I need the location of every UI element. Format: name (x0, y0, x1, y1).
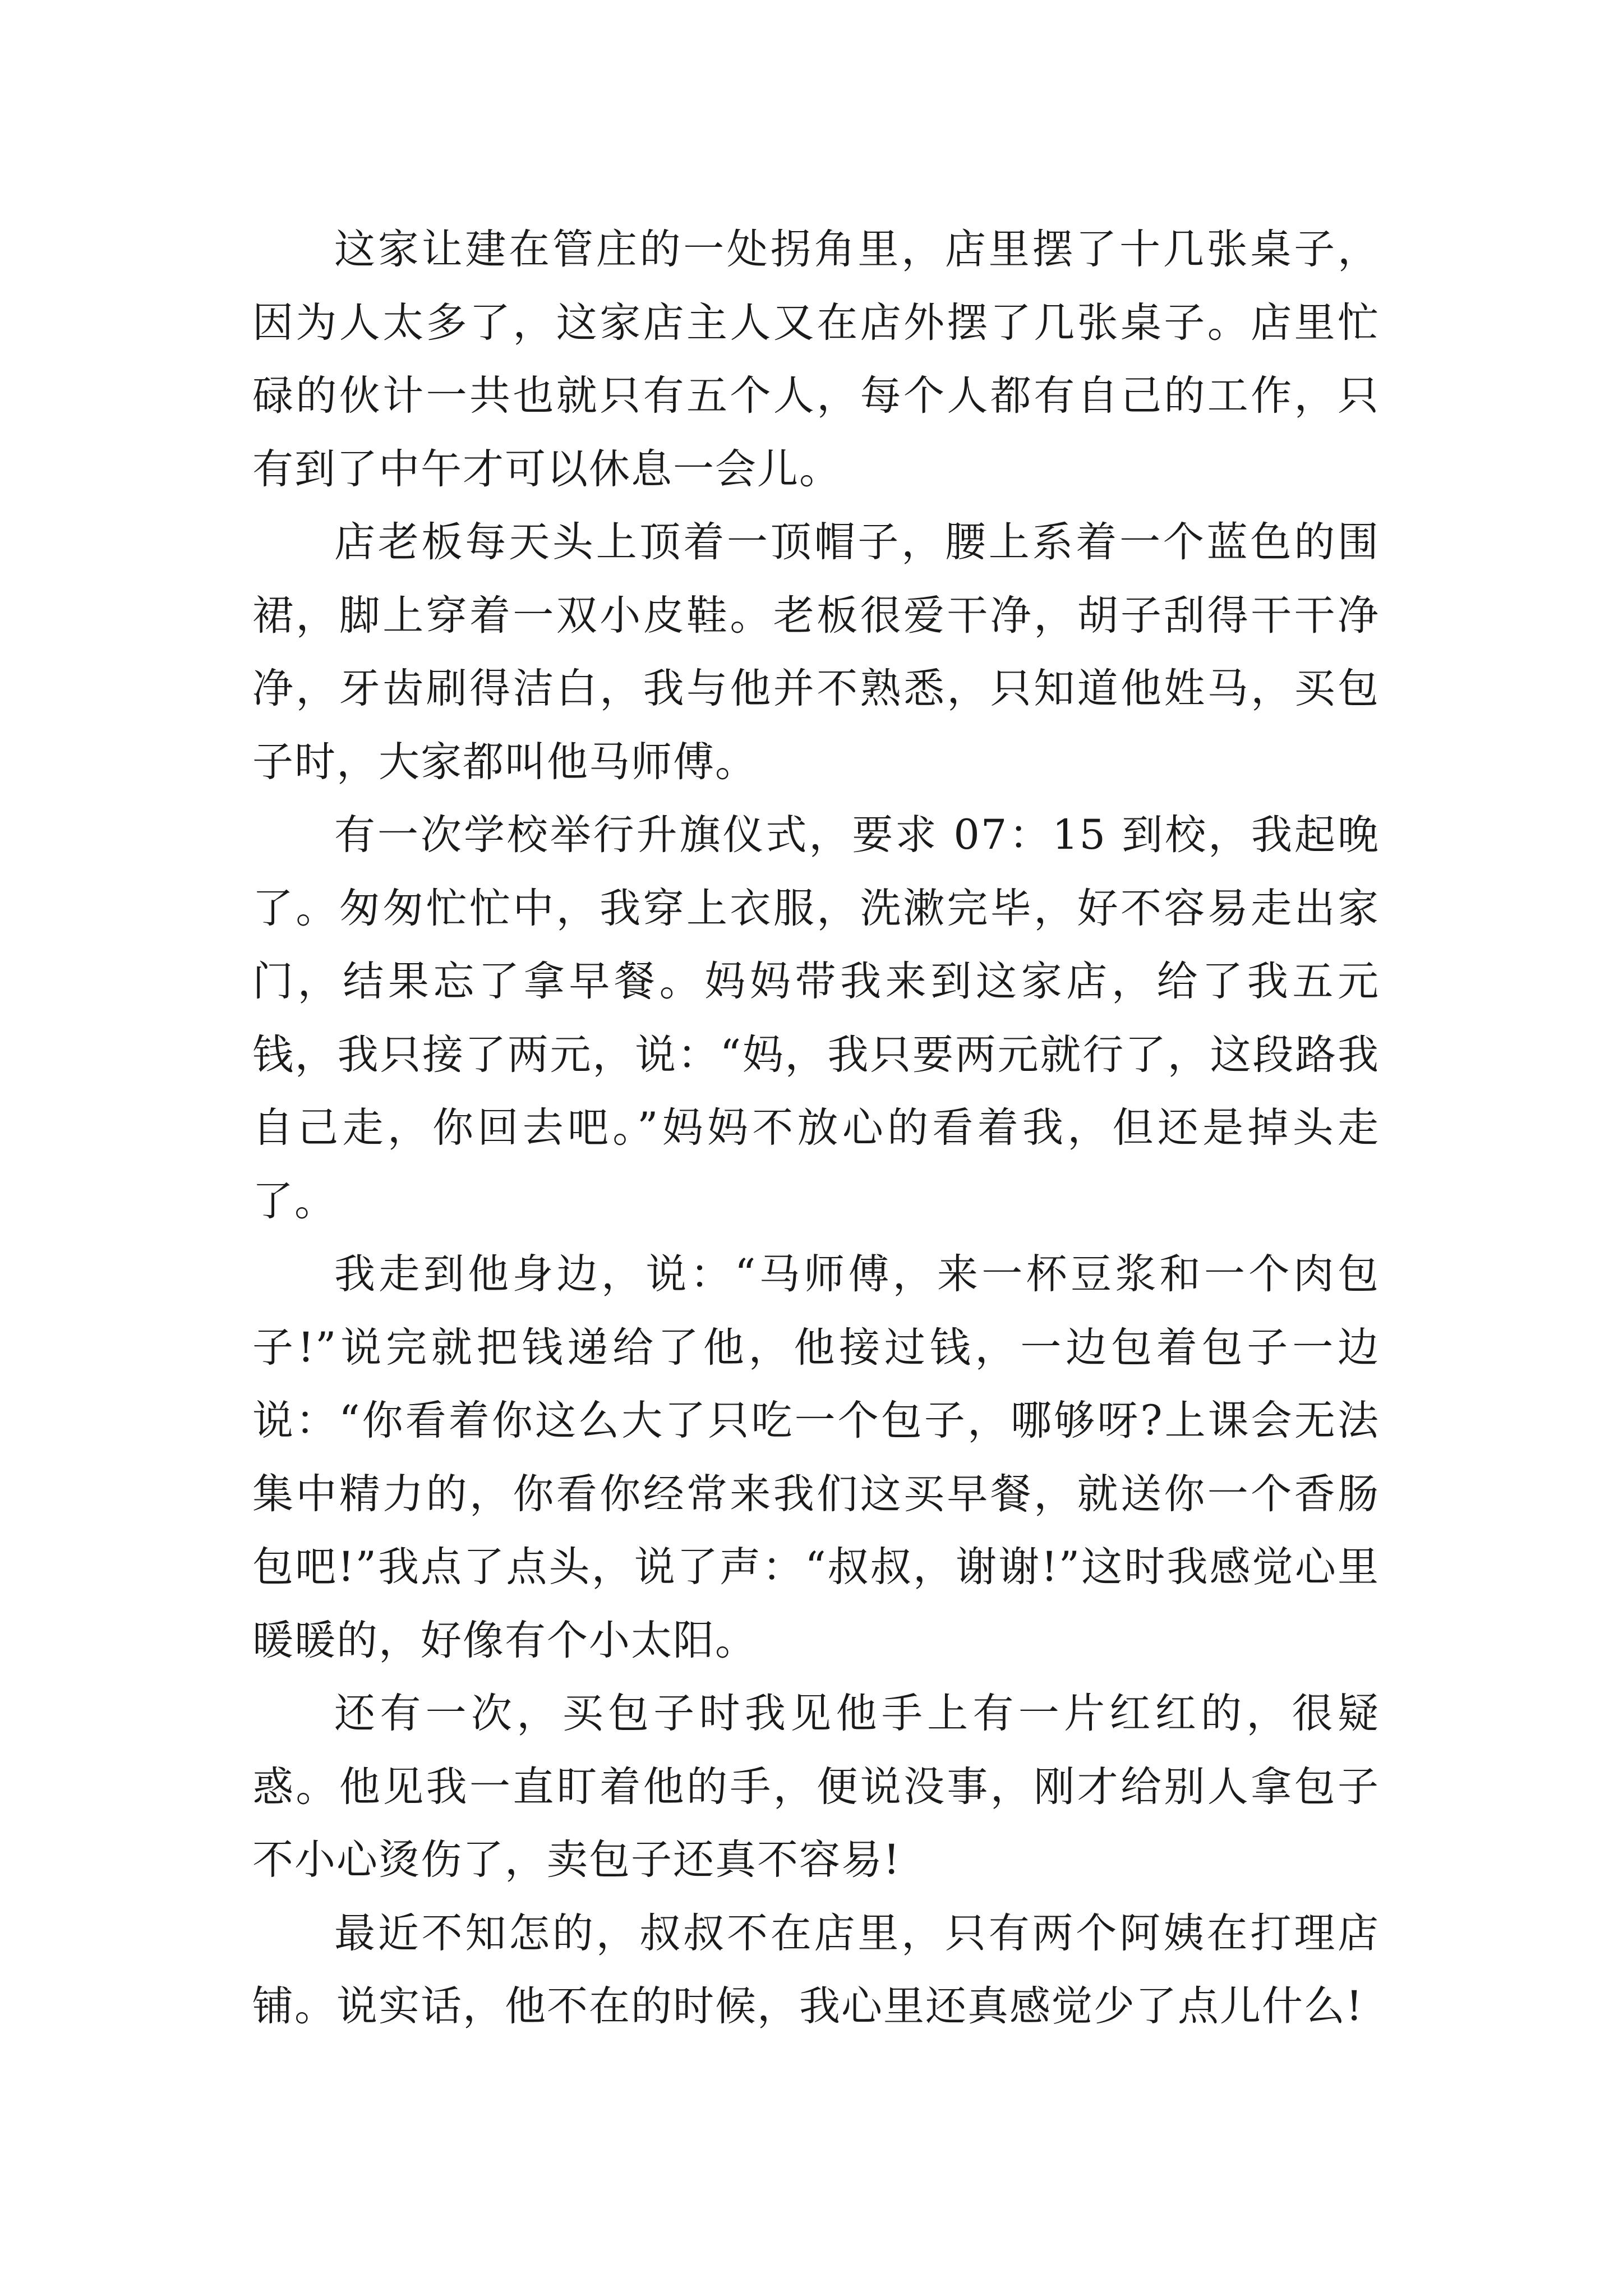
paragraph-2: 店老板每天头上顶着一顶帽子，腰上系着一个蓝色的围裙，脚上穿着一双小皮鞋。老板很爱干净，胡子刮得干干净净，牙齿刷得洁白，我与他并不熟悉，只知道他姓马，买包子时，大家都叫他马师傅。 (252, 518, 1380, 786)
paragraph-4: 我走到他身边，说：“马师傅，来一杯豆浆和一个肉包子!”说完就把钱递给了他，他接过钱，一边包着包子一边说：“你看着你这么大了只吃一个包子，哪够呀?上课会无法集中精力的，你看你经常来我们这买早餐，就送你一个香肠包吧!”我点了点头，说了声：“叔叔，谢谢!”这时我感觉心里暖暖的，好像有个小太阳。 (252, 1250, 1380, 1664)
paragraph-6: 最近不知怎的，叔叔不在店里，只有两个阿姨在打理店铺。说实话，他不在的时候，我心里还真感觉少了点儿什么! (252, 1909, 1380, 2030)
document-body (252, 213, 1380, 2044)
paragraph-3: 有一次学校举行升旗仪式，要求 07：15 到校，我起晚了。匆匆忙忙中，我穿上衣服，洗漱完毕，好不容易走出家门，结果忘了拿早餐。妈妈带我来到这家店，给了我五元钱，我只接了两元，说：“妈，我只要两元就行了，这段路我自己走，你回去吧。”妈妈不放心的看着我，但还是掉头走了。 (252, 811, 1380, 1225)
paragraph-5: 还有一次，买包子时我见他手上有一片红红的，很疑惑。他见我一直盯着他的手，便说没事，刚才给别人拿包子不小心烫伤了，卖包子还真不容易! (252, 1690, 1380, 1884)
paragraph-1: 这家让建在管庄的一处拐角里，店里摆了十几张桌子，因为人太多了，这家店主人又在店外摆了几张桌子。店里忙碌的伙计一共也就只有五个人，每个人都有自己的工作，只有到了中午才可以休息一会儿。 (252, 226, 1380, 493)
